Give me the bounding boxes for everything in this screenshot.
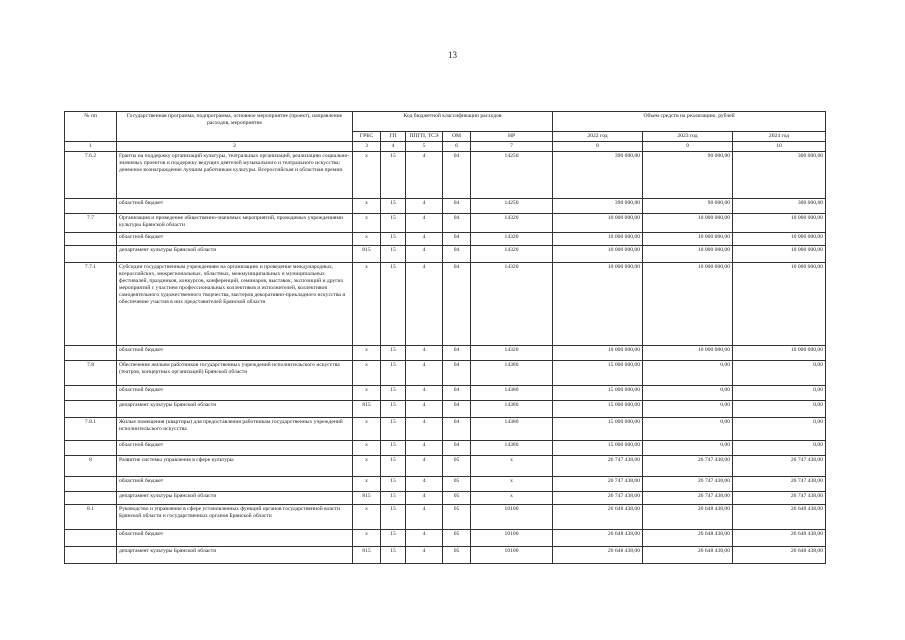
row-gp: 15 [381, 505, 406, 530]
row-grbs: х [353, 361, 381, 386]
row-grbs: х [353, 530, 381, 547]
row-nr: 14380 [471, 441, 553, 456]
row-num [65, 386, 117, 401]
row-ppgp: 4 [406, 214, 443, 233]
row-om: 04 [443, 361, 471, 386]
row-name: Организация и проведение общественно-значимых мероприятий, проводимых учреждениями культуры Брянской области [117, 214, 353, 233]
header-gp: ГП [381, 132, 406, 142]
row-amount-2024: 10 000 000,00 [733, 233, 826, 246]
row-grbs: х [353, 263, 381, 346]
row-ppgp: 4 [406, 386, 443, 401]
row-amount-2024: 10 000 000,00 [733, 246, 826, 263]
row-amount-2024: 10 000 000,00 [733, 214, 826, 233]
col-number: 3 [353, 142, 381, 152]
budget-table [64, 111, 826, 564]
row-ppgp: 4 [406, 233, 443, 246]
row-num: 7.8.1 [65, 418, 117, 441]
row-amount-2024: 0,00 [733, 441, 826, 456]
row-gp: 15 [381, 246, 406, 263]
row-nr: 14320 [471, 346, 553, 361]
row-amount-2023: 26 747 438,00 [643, 477, 733, 492]
row-gp: 15 [381, 233, 406, 246]
row-nr: 14380 [471, 401, 553, 418]
row-amount-2024: 26 648 438,00 [733, 530, 826, 547]
row-amount-2022: 26 648 438,00 [553, 547, 643, 564]
table-row [65, 233, 826, 246]
row-num: 8.1 [65, 505, 117, 530]
row-amount-2023: 10 000 000,00 [643, 233, 733, 246]
row-om: 04 [443, 346, 471, 361]
row-name: департамент культуры Брянской области [117, 246, 353, 263]
row-nr: 10100 [471, 547, 553, 564]
row-name: областной бюджет [117, 530, 353, 547]
row-amount-2023: 26 648 438,00 [643, 530, 733, 547]
row-num [65, 492, 117, 505]
row-grbs: х [353, 418, 381, 441]
row-nr: х [471, 492, 553, 505]
row-amount-2023: 26 648 438,00 [643, 547, 733, 564]
table-row [65, 456, 826, 477]
row-grbs: 815 [353, 547, 381, 564]
row-amount-2023: 0,00 [643, 361, 733, 386]
row-name: областной бюджет [117, 477, 353, 492]
row-nr: 14320 [471, 214, 553, 233]
table-row [65, 418, 826, 441]
row-amount-2024: 26 747 438,00 [733, 456, 826, 477]
row-om: 04 [443, 233, 471, 246]
col-number: 7 [471, 142, 553, 152]
row-name: Обеспечение жильем работников государственных учреждений исполнительского искусства (театров, концертных организаций) Брянской области [117, 361, 353, 386]
row-name: Развитие системы управления в сфере культуры [117, 456, 353, 477]
row-num: 7.7.1 [65, 263, 117, 346]
row-gp: 15 [381, 477, 406, 492]
row-ppgp: 4 [406, 199, 443, 214]
table-row [65, 547, 826, 564]
row-nr: 14320 [471, 263, 553, 346]
row-amount-2022: 26 648 438,00 [553, 530, 643, 547]
row-amount-2022: 10 000 000,00 [553, 214, 643, 233]
row-om: 05 [443, 505, 471, 530]
row-amount-2023: 0,00 [643, 418, 733, 441]
row-num [65, 441, 117, 456]
col-number: 10 [733, 142, 826, 152]
row-amount-2022: 390 000,00 [553, 199, 643, 214]
row-nr: х [471, 477, 553, 492]
row-num: 7.7 [65, 214, 117, 233]
row-amount-2024: 26 747 438,00 [733, 492, 826, 505]
table-row [65, 346, 826, 361]
row-nr: 14320 [471, 246, 553, 263]
row-nr: 10100 [471, 505, 553, 530]
row-gp: 15 [381, 386, 406, 401]
row-num [65, 346, 117, 361]
row-om: 04 [443, 418, 471, 441]
row-amount-2022: 15 000 000,00 [553, 361, 643, 386]
row-num: 8 [65, 456, 117, 477]
row-amount-2024: 300 000,00 [733, 152, 826, 199]
row-name: департамент культуры Брянской области [117, 492, 353, 505]
header-name: Государственная программа, подпрограмма, основное мероприятие (проект), направление расходов, мероприятие [117, 112, 353, 142]
row-name: областной бюджет [117, 199, 353, 214]
row-amount-2024: 0,00 [733, 361, 826, 386]
table-row [65, 214, 826, 233]
row-amount-2024: 0,00 [733, 418, 826, 441]
row-grbs: х [353, 152, 381, 199]
header-grbs: ГРБС [353, 132, 381, 142]
row-name: Руководство и управление в сфере установленных функций органов государственной власти Брянской области и государственных органов Брянской области [117, 505, 353, 530]
row-amount-2023: 90 000,00 [643, 152, 733, 199]
row-grbs: х [353, 456, 381, 477]
row-grbs: х [353, 441, 381, 456]
row-name: областной бюджет [117, 386, 353, 401]
row-ppgp: 4 [406, 456, 443, 477]
table-row [65, 199, 826, 214]
row-amount-2024: 26 648 438,00 [733, 505, 826, 530]
row-name: департамент культуры Брянской области [117, 547, 353, 564]
row-nr: х [471, 456, 553, 477]
header-year-2024: 2024 год [733, 132, 826, 142]
table-row [65, 441, 826, 456]
row-gp: 15 [381, 214, 406, 233]
row-amount-2022: 26 747 438,00 [553, 492, 643, 505]
row-num [65, 477, 117, 492]
table-row [65, 401, 826, 418]
row-nr: 10100 [471, 530, 553, 547]
row-ppgp: 4 [406, 492, 443, 505]
row-ppgp: 4 [406, 361, 443, 386]
row-amount-2022: 10 000 000,00 [553, 233, 643, 246]
row-amount-2022: 390 000,00 [553, 152, 643, 199]
row-om: 04 [443, 199, 471, 214]
row-grbs: х [353, 199, 381, 214]
row-ppgp: 4 [406, 530, 443, 547]
row-amount-2023: 10 000 000,00 [643, 214, 733, 233]
row-amount-2022: 15 000 000,00 [553, 418, 643, 441]
header-amount-group: Объем средств на реализацию, рублей [553, 112, 826, 132]
row-gp: 15 [381, 441, 406, 456]
row-name: Жилые помещения (квартиры) для предоставления работникам государственных учреждений исполнительского искусства [117, 418, 353, 441]
row-ppgp: 4 [406, 246, 443, 263]
row-amount-2023: 26 747 438,00 [643, 492, 733, 505]
row-gp: 15 [381, 346, 406, 361]
row-ppgp: 4 [406, 263, 443, 346]
row-amount-2023: 10 000 000,00 [643, 263, 733, 346]
row-grbs: 815 [353, 401, 381, 418]
row-gp: 15 [381, 418, 406, 441]
row-ppgp: 4 [406, 477, 443, 492]
row-amount-2023: 0,00 [643, 386, 733, 401]
row-amount-2024: 0,00 [733, 401, 826, 418]
table-row [65, 477, 826, 492]
row-nr: 14380 [471, 386, 553, 401]
row-nr: 14320 [471, 233, 553, 246]
row-om: 04 [443, 214, 471, 233]
row-amount-2022: 26 648 438,00 [553, 505, 643, 530]
row-om: 05 [443, 530, 471, 547]
row-gp: 15 [381, 152, 406, 199]
row-amount-2024: 0,00 [733, 386, 826, 401]
col-number: 5 [406, 142, 443, 152]
row-amount-2022: 15 000 000,00 [553, 441, 643, 456]
row-ppgp: 4 [406, 152, 443, 199]
row-gp: 15 [381, 547, 406, 564]
row-grbs: х [353, 346, 381, 361]
table-row [65, 246, 826, 263]
header-nr: НР [471, 132, 553, 142]
row-name: областной бюджет [117, 233, 353, 246]
col-number: 6 [443, 142, 471, 152]
row-om: 05 [443, 547, 471, 564]
row-grbs: х [353, 214, 381, 233]
row-amount-2023: 0,00 [643, 401, 733, 418]
row-om: 04 [443, 441, 471, 456]
col-number: 2 [117, 142, 353, 152]
row-grbs: х [353, 386, 381, 401]
row-num [65, 246, 117, 263]
row-amount-2022: 10 000 000,00 [553, 346, 643, 361]
header-year-2023: 2023 год [643, 132, 733, 142]
row-amount-2022: 10 000 000,00 [553, 246, 643, 263]
row-num [65, 199, 117, 214]
row-name: областной бюджет [117, 441, 353, 456]
row-amount-2023: 0,00 [643, 441, 733, 456]
row-gp: 15 [381, 492, 406, 505]
row-nr: 14380 [471, 418, 553, 441]
row-om: 04 [443, 263, 471, 346]
table-row [65, 386, 826, 401]
row-name: областной бюджет [117, 346, 353, 361]
row-om: 04 [443, 152, 471, 199]
row-amount-2023: 10 000 000,00 [643, 346, 733, 361]
row-om: 05 [443, 456, 471, 477]
header-ppgp: ППГП, ТСЭ [406, 132, 443, 142]
row-gp: 15 [381, 199, 406, 214]
row-nr: 14250 [471, 152, 553, 199]
row-amount-2022: 26 747 438,00 [553, 477, 643, 492]
row-amount-2023: 10 000 000,00 [643, 246, 733, 263]
table-row [65, 530, 826, 547]
row-amount-2022: 26 747 438,00 [553, 456, 643, 477]
row-name: Субсидии государственным учреждениям на организацию и проведение международных, всероссийских, межрегиональных, областных, межмуниципальных и муниципальных фестивалей, праздников, конкурсов, конференций, семинаров, выставок, экспозиций и других мероприятий с участием профессиональных коллективов и исполнителей, коллективов самодеятельного художественного творчества, мастеров декоративно-прикладного искусства и обеспечение участия в них представителей Брянской области [117, 263, 353, 346]
col-number: 9 [643, 142, 733, 152]
header-num: № пп [65, 112, 117, 142]
table-row [65, 492, 826, 505]
row-gp: 15 [381, 456, 406, 477]
row-gp: 15 [381, 263, 406, 346]
row-amount-2024: 10 000 000,00 [733, 263, 826, 346]
row-num [65, 401, 117, 418]
row-num: 7.8 [65, 361, 117, 386]
row-ppgp: 4 [406, 401, 443, 418]
row-name: Гранты на поддержку организаций культуры, театральных организаций, реализацию социально-значимых проектов и поддержку ведущих деятелей музыкального и театрального искусства; денежное вознаграждение лучшим работникам культуры. Всероссийская и областная премии [117, 152, 353, 199]
row-om: 05 [443, 492, 471, 505]
row-grbs: 815 [353, 492, 381, 505]
row-grbs: х [353, 505, 381, 530]
row-om: 04 [443, 246, 471, 263]
row-om: 04 [443, 401, 471, 418]
table-row [65, 152, 826, 199]
row-amount-2022: 15 000 000,00 [553, 386, 643, 401]
col-number: 8 [553, 142, 643, 152]
row-amount-2024: 10 000 000,00 [733, 346, 826, 361]
header-year-2022: 2022 год [553, 132, 643, 142]
row-name: департамент культуры Брянской области [117, 401, 353, 418]
row-grbs: х [353, 233, 381, 246]
header-code-group: Код бюджетной классификации расходов [353, 112, 553, 132]
page-number: 13 [448, 50, 457, 60]
col-number: 4 [381, 142, 406, 152]
row-num [65, 530, 117, 547]
row-amount-2024: 26 648 438,00 [733, 547, 826, 564]
row-amount-2023: 26 648 438,00 [643, 505, 733, 530]
row-grbs: х [353, 477, 381, 492]
row-amount-2024: 26 747 438,00 [733, 477, 826, 492]
row-ppgp: 4 [406, 505, 443, 530]
row-gp: 15 [381, 530, 406, 547]
row-num: 7.6.2 [65, 152, 117, 199]
row-om: 05 [443, 477, 471, 492]
row-amount-2023: 90 000,00 [643, 199, 733, 214]
row-amount-2023: 26 747 438,00 [643, 456, 733, 477]
row-num [65, 547, 117, 564]
row-amount-2022: 10 000 000,00 [553, 263, 643, 346]
row-ppgp: 4 [406, 547, 443, 564]
col-number: 1 [65, 142, 117, 152]
table-row [65, 361, 826, 386]
row-nr: 14250 [471, 199, 553, 214]
row-nr: 14380 [471, 361, 553, 386]
row-ppgp: 4 [406, 418, 443, 441]
row-num [65, 233, 117, 246]
row-om: 04 [443, 386, 471, 401]
row-ppgp: 4 [406, 346, 443, 361]
header-om: ОМ [443, 132, 471, 142]
row-grbs: 815 [353, 246, 381, 263]
row-ppgp: 4 [406, 441, 443, 456]
row-gp: 15 [381, 401, 406, 418]
row-amount-2024: 300 000,00 [733, 199, 826, 214]
table-row [65, 505, 826, 530]
row-amount-2022: 15 000 000,00 [553, 401, 643, 418]
table-row [65, 263, 826, 346]
row-gp: 15 [381, 361, 406, 386]
